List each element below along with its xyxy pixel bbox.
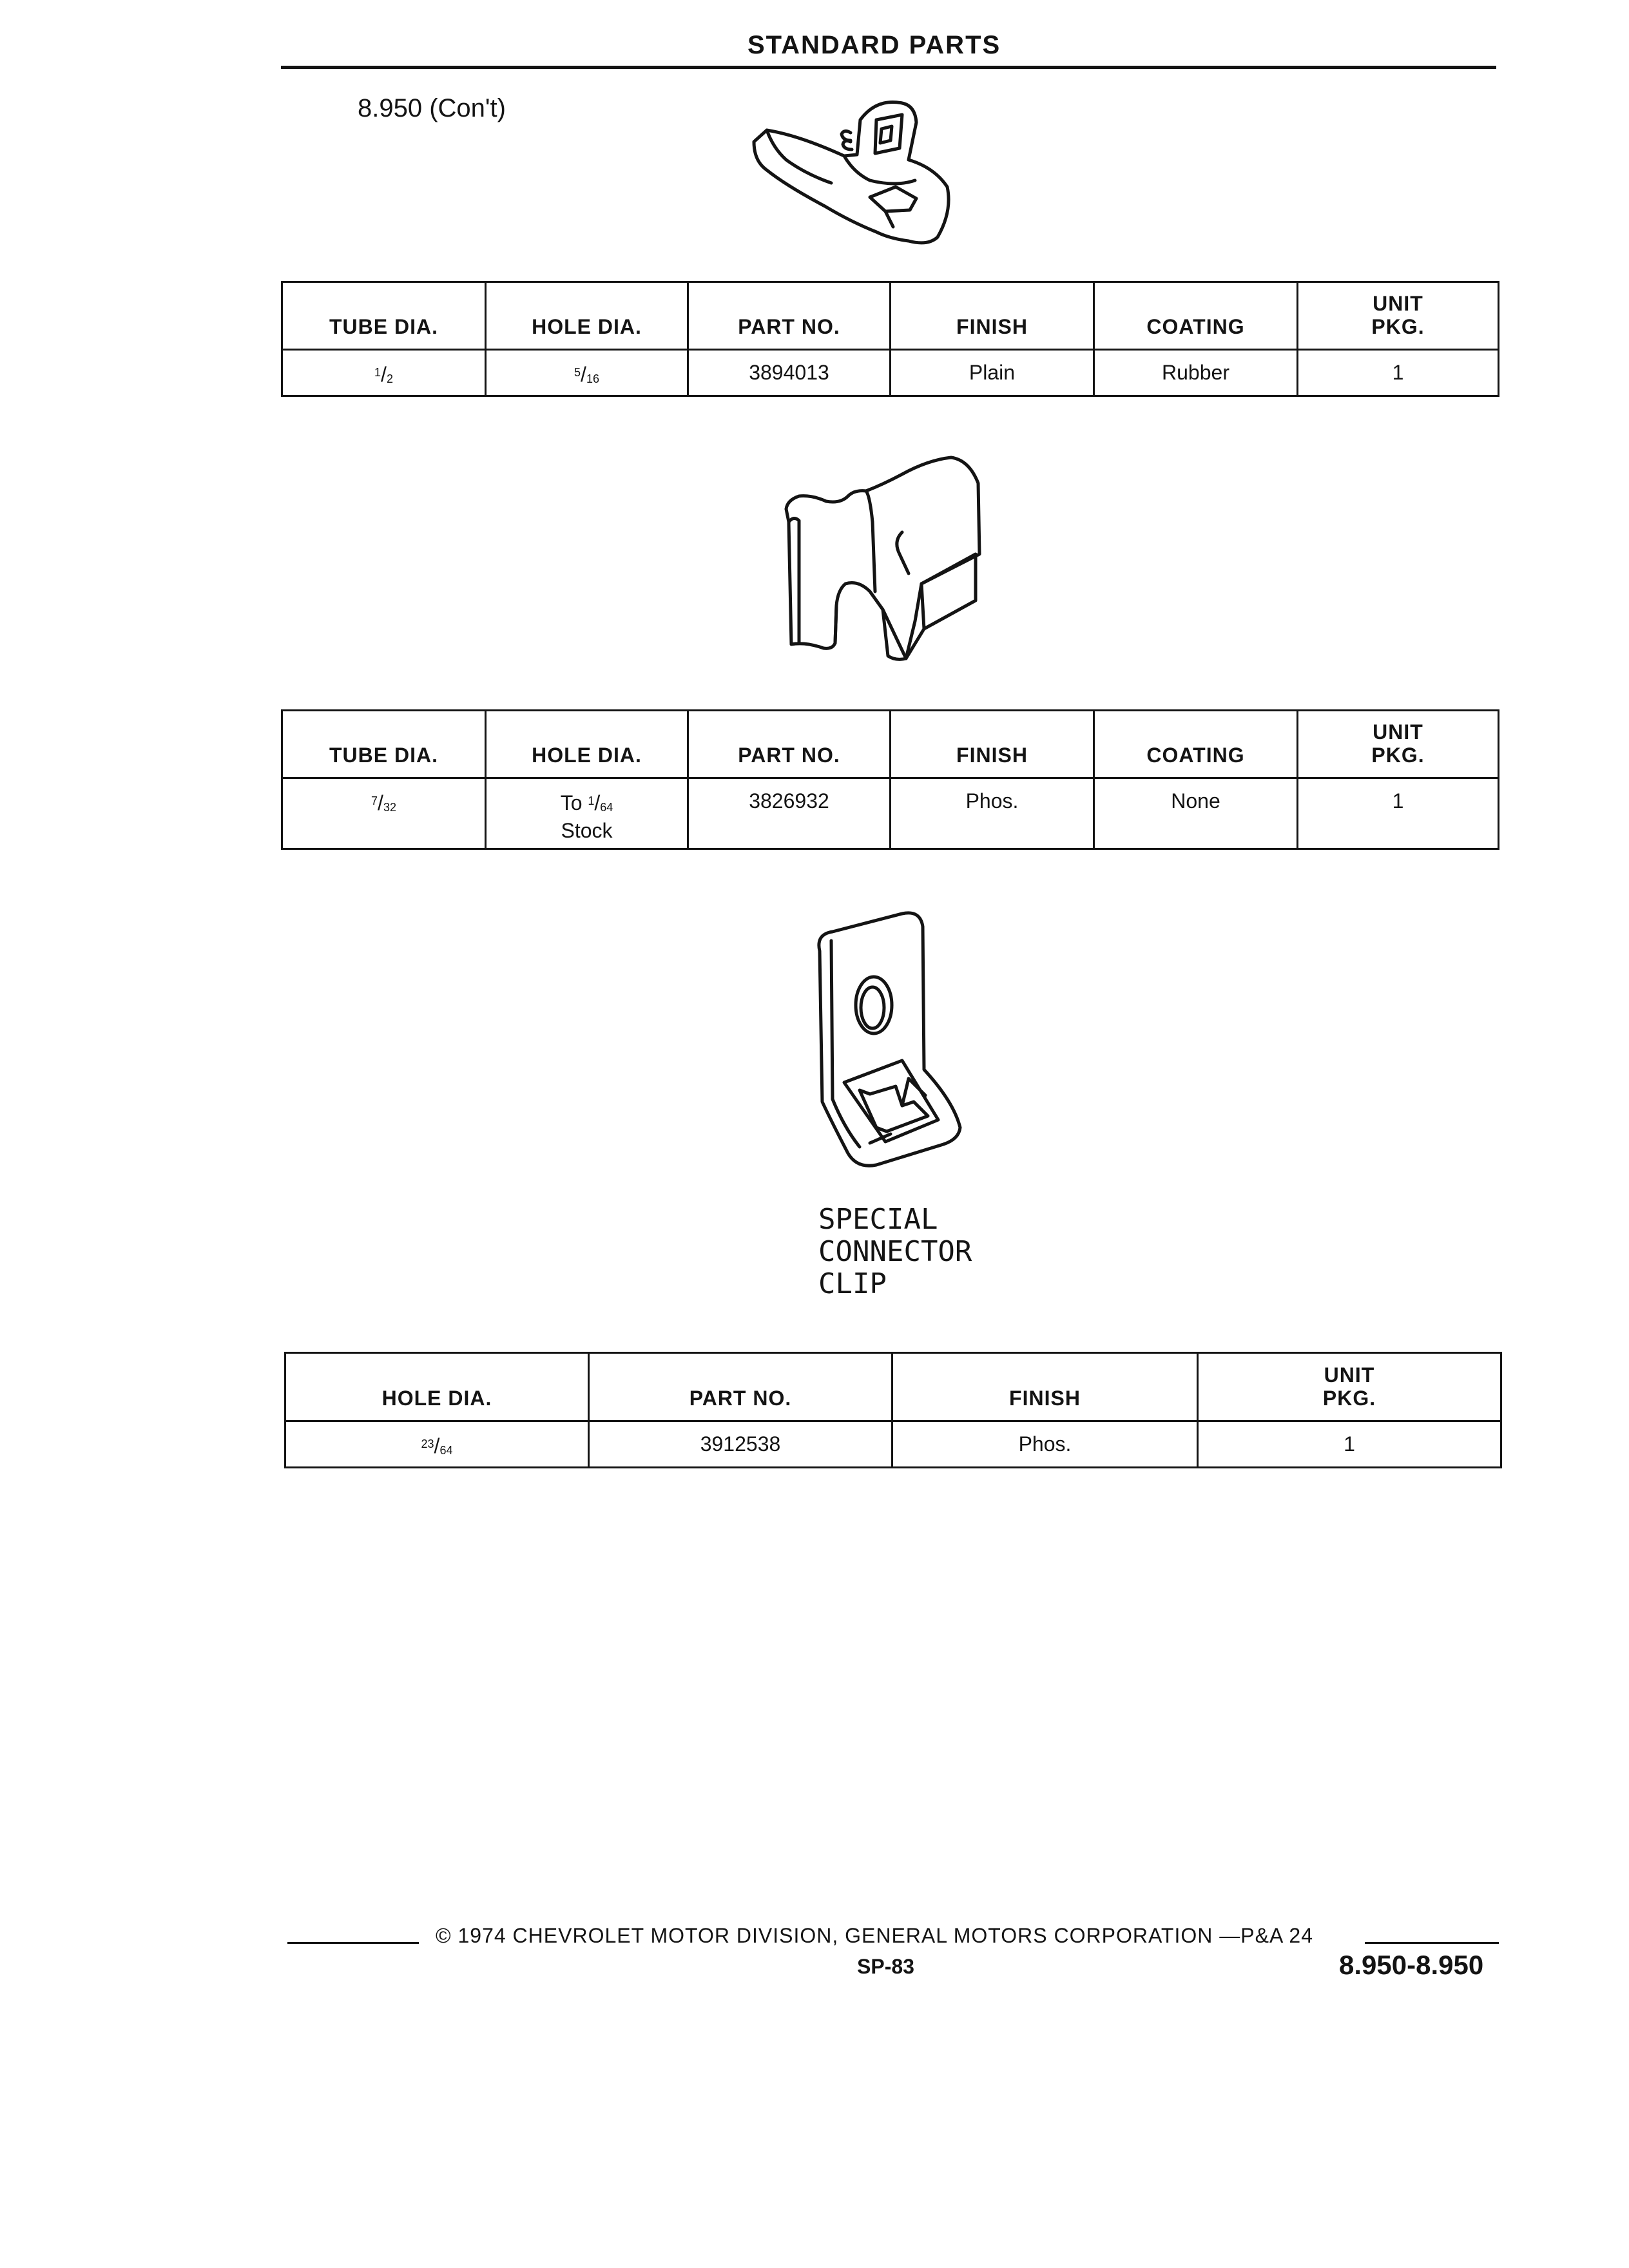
cell-tube-dia xyxy=(282,350,486,396)
cell-part-no: 3826932 xyxy=(688,778,891,849)
header-part-no: PART NO. xyxy=(688,711,891,778)
header-tube-dia: TUBE DIA. xyxy=(282,711,486,778)
header-finish: FINISH xyxy=(892,1353,1198,1421)
table-2 xyxy=(281,709,1499,850)
cell-hole-dia xyxy=(486,350,688,396)
section-label: 8.950 (Con't) xyxy=(358,94,506,122)
fraction: $^1/_2$ xyxy=(374,363,393,386)
fraction: $^{23}/_{64}$ xyxy=(421,1434,453,1457)
connector-clip-illustration xyxy=(805,908,973,1173)
header-finish: FINISH xyxy=(891,282,1094,350)
header-part-no: PART NO. xyxy=(688,282,891,350)
connector-clip-caption: SPECIAL CONNECTOR CLIP xyxy=(818,1203,972,1300)
cell-finish: Plain xyxy=(891,350,1094,396)
header-tube-dia: TUBE DIA. xyxy=(282,282,486,350)
fraction: $^7/_{32}$ xyxy=(371,791,396,814)
cell-coating: None xyxy=(1094,778,1298,849)
table-3 xyxy=(284,1352,1502,1468)
section-range: 8.950-8.950 xyxy=(1339,1950,1484,1980)
header-unit-pkg: UNIT PKG. xyxy=(1198,1353,1501,1421)
header-unit-pkg: UNIT PKG. xyxy=(1298,711,1499,778)
header-hole-dia: HOLE DIA. xyxy=(486,711,688,778)
copyright-notice: © 1974 CHEVROLET MOTOR DIVISION, GENERAL MOTORS CORPORATION —P&A 24 xyxy=(436,1924,1313,1947)
header-hole-dia: HOLE DIA. xyxy=(486,282,688,350)
page-header-title: STANDARD PARTS xyxy=(747,31,1001,59)
table-row xyxy=(282,778,1499,849)
cell-part-no: 3894013 xyxy=(688,350,891,396)
tube-clip-illustration xyxy=(747,84,979,258)
cell-coating: Rubber xyxy=(1094,350,1298,396)
cell-hole-dia xyxy=(285,1421,589,1468)
cell-hole-dia: To $^1/_{64}$ Stock xyxy=(486,778,688,849)
header-coating: COATING xyxy=(1094,711,1298,778)
footer-rule-right xyxy=(1365,1942,1499,1944)
hose-clip-illustration xyxy=(773,451,1005,664)
header-rule xyxy=(281,66,1496,69)
fraction: $^5/_{16}$ xyxy=(574,363,599,386)
header-hole-dia: HOLE DIA. xyxy=(285,1353,589,1421)
header-part-no: PART NO. xyxy=(589,1353,892,1421)
cell-finish: Phos. xyxy=(892,1421,1198,1468)
cell-unit-pkg: 1 xyxy=(1298,778,1499,849)
table-row xyxy=(282,350,1499,396)
page-code: SP-83 xyxy=(857,1955,914,1978)
cell-unit-pkg: 1 xyxy=(1298,350,1499,396)
cell-unit-pkg: 1 xyxy=(1198,1421,1501,1468)
cell-tube-dia xyxy=(282,778,486,849)
table-1 xyxy=(281,281,1499,397)
cell-finish: Phos. xyxy=(891,778,1094,849)
header-unit-pkg: UNIT PKG. xyxy=(1298,282,1499,350)
cell-part-no: 3912538 xyxy=(589,1421,892,1468)
table-row xyxy=(285,1421,1501,1468)
header-finish: FINISH xyxy=(891,711,1094,778)
footer-rule-left xyxy=(287,1942,419,1944)
header-coating: COATING xyxy=(1094,282,1298,350)
fraction: $^1/_{64}$ xyxy=(588,791,613,814)
